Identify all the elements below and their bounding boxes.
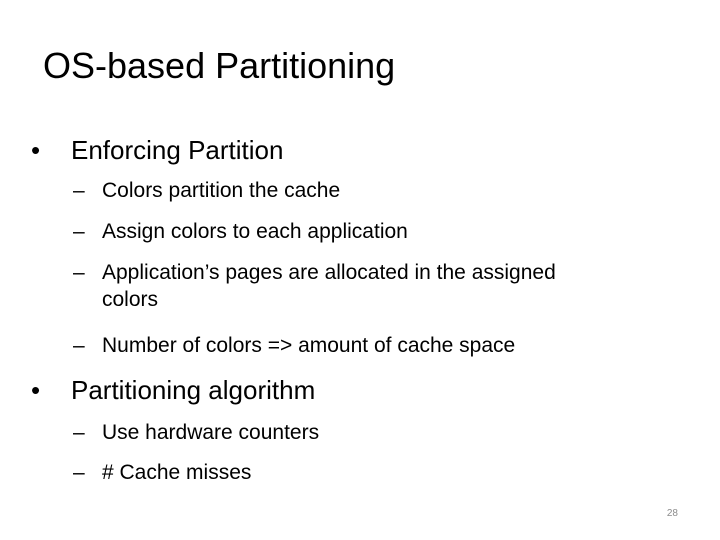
bullet-glyph: • [31,135,41,165]
sub-bullet-text: # Cache misses [102,461,252,484]
sub-bullet-text: Number of colors => amount of cache space [102,334,516,357]
sub-bullet [73,259,556,313]
sub-bullet-text-continued: colors [102,288,159,311]
sub-bullet-text: Assign colors to each application [102,220,408,243]
sub-bullet-text: Application’s pages are allocated in the assigned [102,261,556,284]
sub-bullet [73,177,340,204]
dash-glyph: – [73,179,85,202]
sub-bullet [73,459,251,486]
page-number: 28 [666,508,678,519]
bullet-text: Partitioning algorithm [71,375,316,405]
bullet-partitioning-algorithm [31,374,315,406]
dash-glyph: – [73,334,85,357]
sub-bullet [73,332,515,359]
sub-bullet-text: Use hardware counters [102,421,320,444]
dash-glyph: – [73,261,85,284]
sub-bullet [73,218,408,245]
slide-title: OS-based Partitioning [43,45,396,86]
sub-bullet [73,419,319,446]
dash-glyph: – [73,421,85,444]
bullet-text: Enforcing Partition [71,135,284,165]
dash-glyph: – [73,461,85,484]
bullet-enforcing-partition [31,134,283,166]
dash-glyph: – [73,220,85,243]
bullet-glyph: • [31,375,41,405]
sub-bullet-text: Colors partition the cache [102,179,341,202]
